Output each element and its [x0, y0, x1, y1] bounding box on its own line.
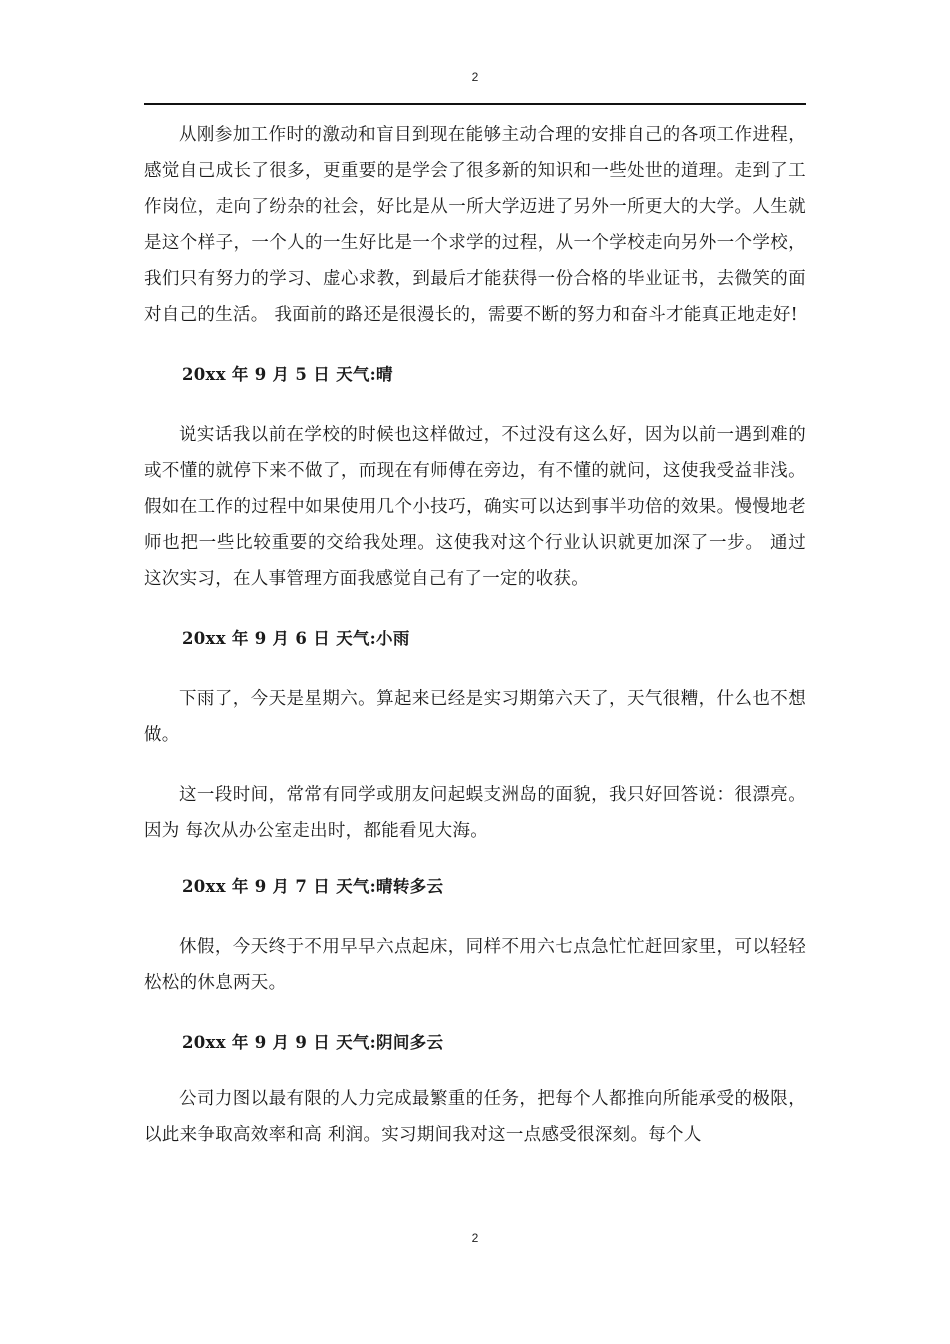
diary-heading-sep-6: 20xx 年 9 月 6 日 天气:小雨: [182, 629, 410, 648]
paragraph-sep-5: 说实话我以前在学校的时候也这样做过，不过没有这么好，因为以前一遇到难的或不懂的就停下来不做了，而现在有师傅在旁边，有不懂的就问，这使我受益非浅。 假如在工作的过程中如果使用几个小技巧，确实可以达到事半功倍的效果。慢慢地老师也把一些比较重要的交给我处理。这使我对这个行业认识就更加深了一步。 通过这次实习，在人事管理方面我感觉自己有了一定的收获。: [144, 425, 806, 589]
paragraph-sep-9: 公司力图以最有限的人力完成最繁重的任务，把每个人都推向所能承受的极限，以此来争取高效率和高 利润。实习期间我对这一点感受很深刻。每个人: [144, 1089, 806, 1145]
paragraph-sep-6-a: 下雨了，今天是星期六。算起来已经是实习期第六天了，天气很糟，什么也不想做。: [144, 689, 806, 745]
paragraph-sep-6-b: 这一段时间，常常有同学或朋友问起蜈支洲岛的面貌，我只好回答说：很漂亮。因为 每次从办公室走出时，都能看见大海。: [144, 785, 806, 841]
paragraph-intro: 从刚参加工作时的激动和盲目到现在能够主动合理的安排自己的各项工作进程，感觉自己成长了很多，更重要的是学会了很多新的知识和一些处世的道理。走到了工作岗位，走向了纷杂的社会，好比是从一所大学迈进了另外一所更大的大学。人生就是这个样子，一个人的一生好比是一个求学的过程，从一个学校走向另外一个学校，我们只有努力的学习、虚心求教，到最后才能获得一份合格的毕业证书，去微笑的面对自己的生活。 我面前的路还是很漫长的，需要不断的努力和奋斗才能真正地走好!: [144, 125, 806, 325]
diary-heading-sep-5: 20xx 年 9 月 5 日 天气:晴: [182, 365, 393, 384]
page-number-bottom: 2: [471, 1231, 479, 1245]
paragraph-sep-7: 休假，今天终于不用早早六点起床，同样不用六七点急忙忙赶回家里，可以轻轻松松的休息两天。: [144, 937, 806, 993]
document-body: [144, 117, 806, 1153]
diary-heading-sep-7: 20xx 年 9 月 7 日 天气:晴转多云: [182, 877, 444, 896]
header-divider: [144, 103, 806, 105]
diary-heading-sep-9: 20xx 年 9 月 9 日 天气:阴间多云: [182, 1033, 444, 1052]
page-number-top: 2: [471, 70, 479, 84]
